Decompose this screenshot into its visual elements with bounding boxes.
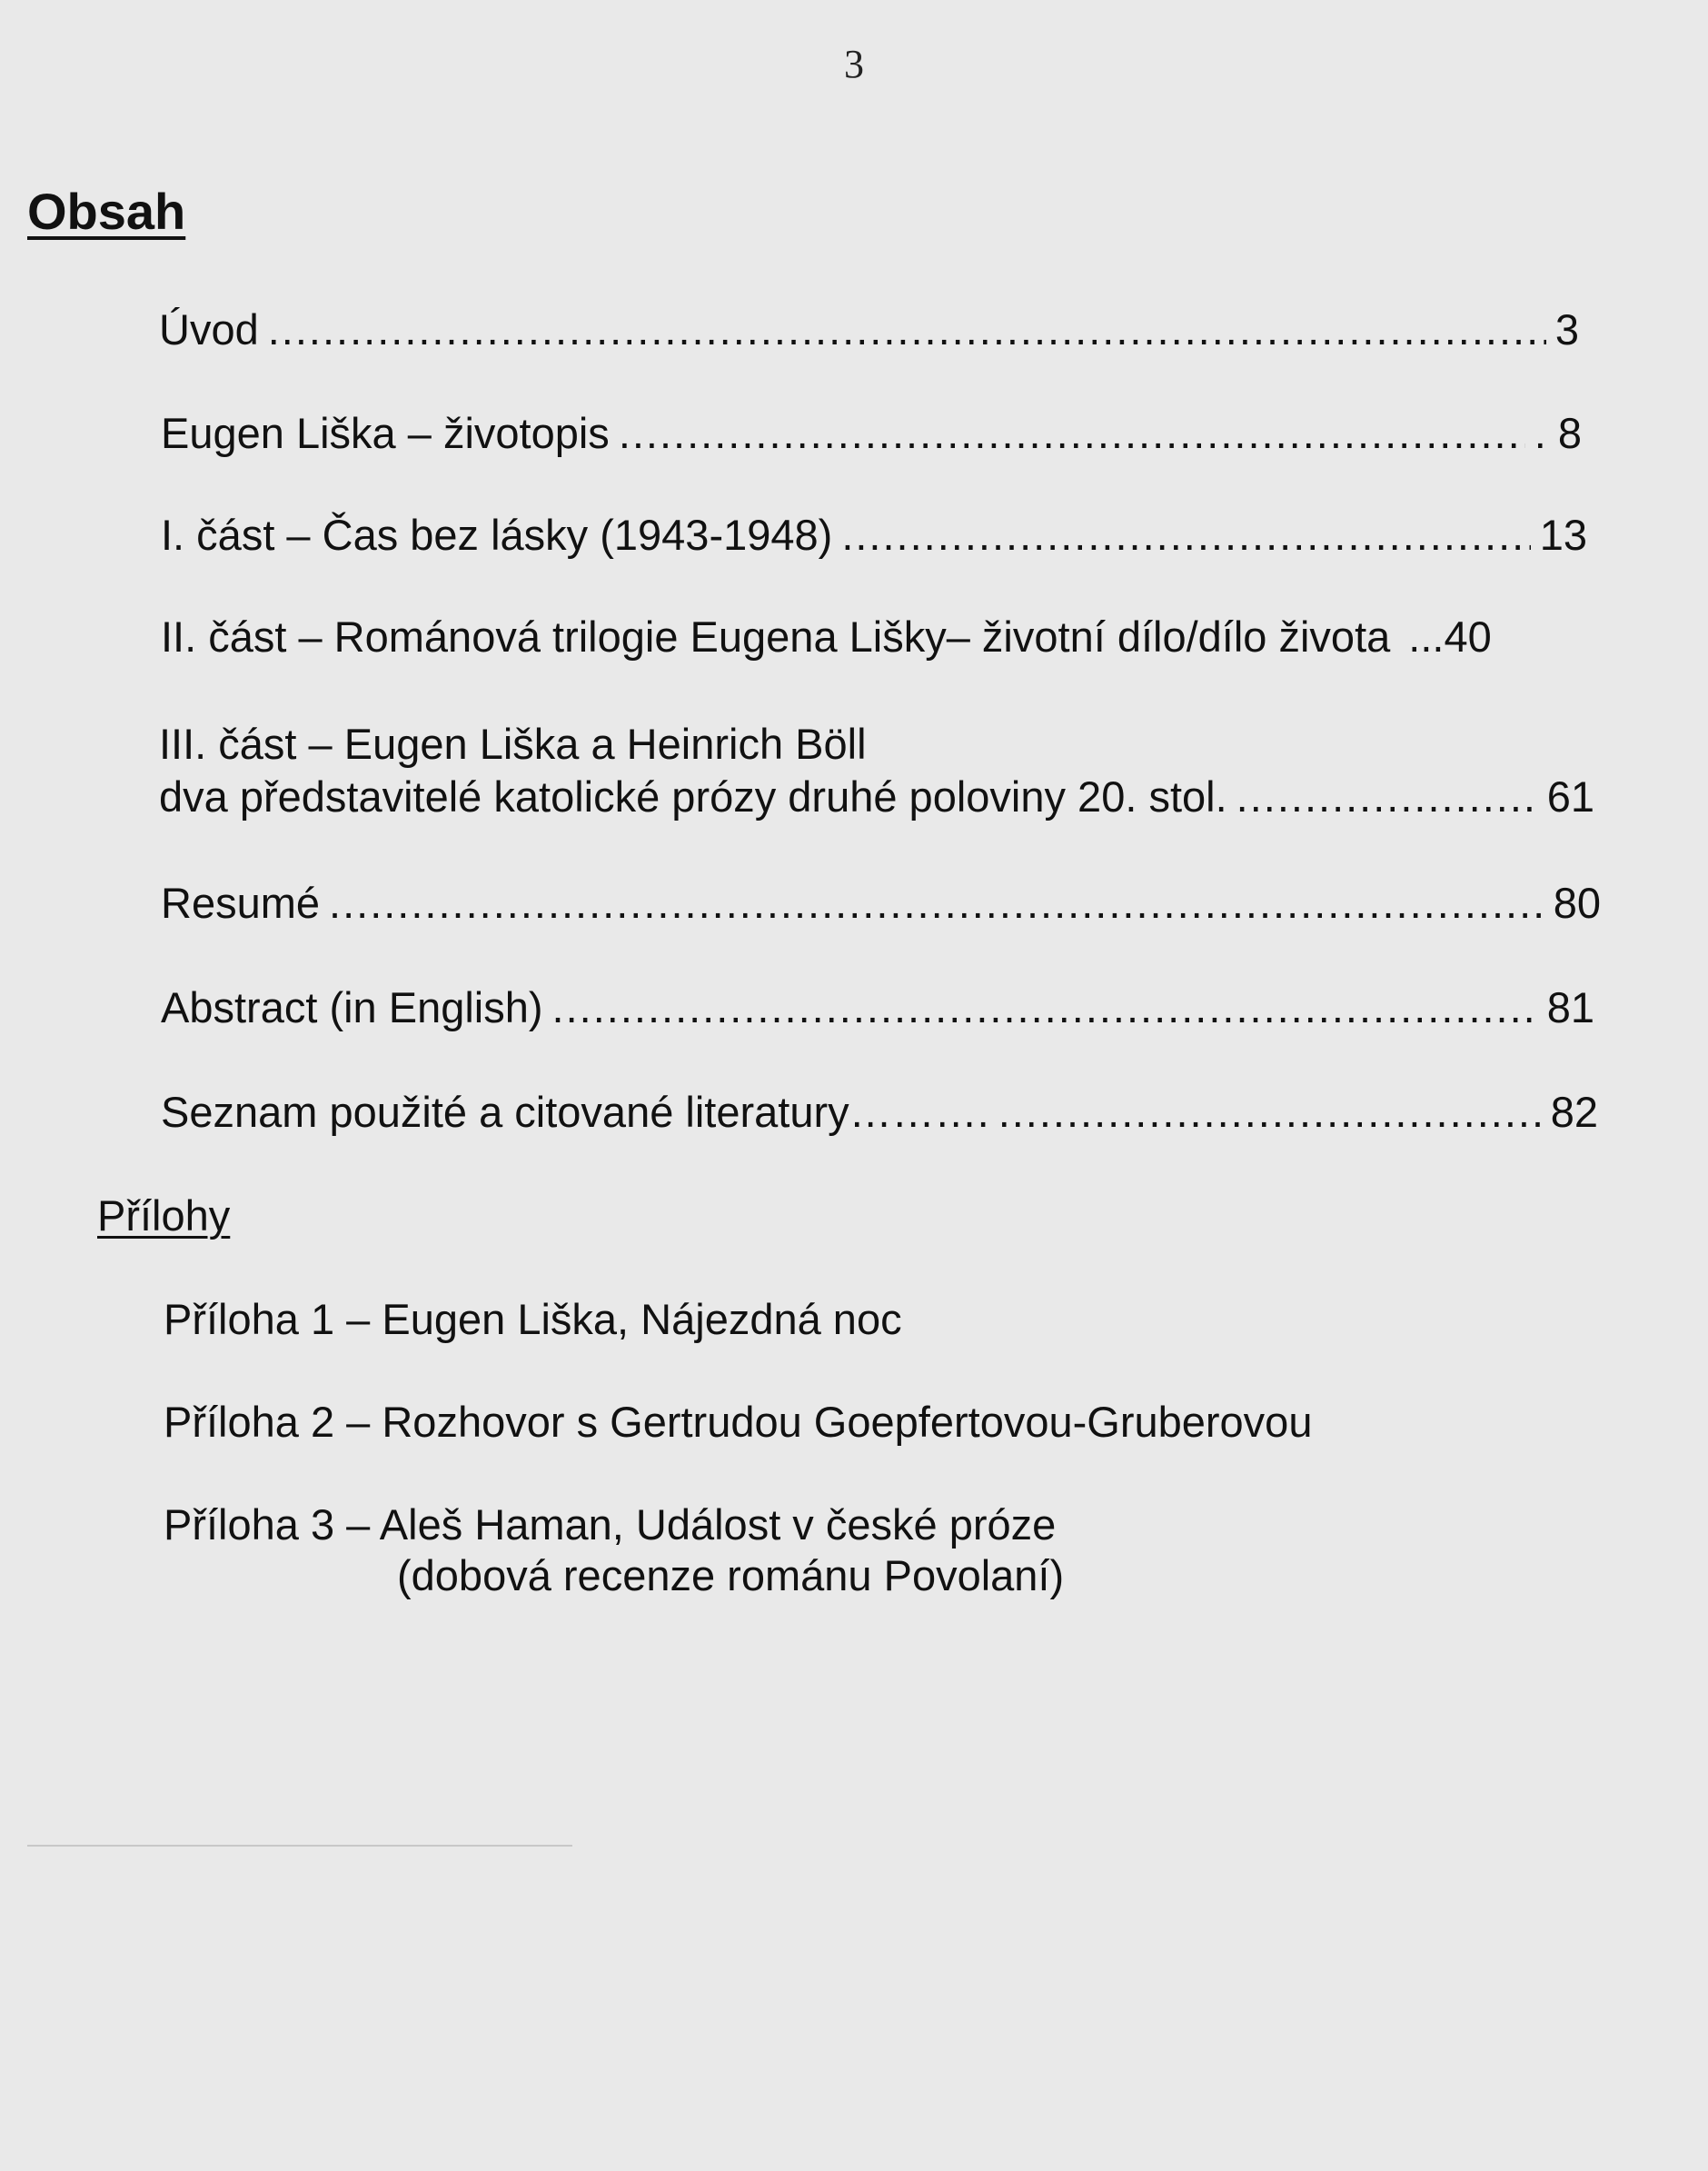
toc-entry-page: . 8 — [1534, 409, 1582, 457]
toc-entry-page: 80 — [1553, 879, 1601, 927]
toc-entry-resume — [161, 877, 1601, 930]
appendix-item-3 — [164, 1499, 1064, 1601]
toc-entry-title: I. část – Čas bez lásky (1943-1948) — [161, 511, 833, 559]
toc-entry-page: ...40 — [1408, 612, 1492, 661]
toc-leader-dots — [268, 304, 1546, 356]
toc-entry-title: Úvod — [159, 305, 259, 354]
toc-leader-dots — [1236, 771, 1538, 823]
toc-entry-page: 13 — [1539, 511, 1587, 559]
appendix-label: Příloha 1 – Eugen Liška, Nájezdná noc — [164, 1295, 902, 1343]
toc-entry-part-2 — [161, 611, 1592, 663]
toc-entry-uvod — [159, 304, 1579, 356]
toc-entry-title: Eugen Liška – životopis — [161, 409, 610, 457]
appendix-label: Příloha 2 – Rozhovor s Gertrudou Goepfertovou-Gruberovou — [164, 1398, 1313, 1446]
toc-entry-title: Resumé — [161, 879, 321, 927]
toc-entry-title: Seznam použité a citované literatury………. — [161, 1088, 989, 1136]
toc-leader-dots — [552, 981, 1538, 1034]
toc-entry-title: Abstract (in English) — [161, 983, 543, 1031]
toc-leader-dots — [619, 407, 1525, 460]
appendix-item-2 — [164, 1397, 1312, 1448]
toc-entry-part-3 — [159, 718, 1594, 823]
toc-entry-title-line2: dva představitelé katolické prózy druhé poloviny 20. stol. — [159, 772, 1227, 821]
appendix-heading: Přílohy — [97, 1191, 231, 1240]
appendix-label-line2: (dobová recenze románu Povolaní) — [397, 1551, 1065, 1599]
footnote-divider — [27, 1845, 572, 1847]
toc-entry-page: 82 — [1550, 1088, 1598, 1136]
toc-entry-part-1 — [161, 509, 1587, 562]
toc-entry-literature — [161, 1086, 1598, 1139]
toc-entry-title-line1: III. část – Eugen Liška a Heinrich Böll — [159, 720, 867, 768]
toc-leader-dots — [329, 877, 1544, 930]
appendix-item-1 — [164, 1294, 902, 1345]
toc-leader-dots — [841, 509, 1530, 562]
toc-entry-page: 61 — [1546, 772, 1594, 821]
page-number: 3 — [844, 42, 864, 86]
toc-entry-title: II. část – Románová trilogie Eugena Lišky– životní dílo/dílo života — [161, 612, 1391, 661]
toc-entry-page: 3 — [1554, 305, 1579, 354]
toc-entry-zivotopis — [161, 407, 1582, 460]
page-title: Obsah — [27, 183, 186, 240]
appendix-label-line1: Příloha 3 – Aleš Haman, Událost v české próze — [164, 1500, 1057, 1549]
toc-leader-dots — [998, 1086, 1542, 1139]
toc-entry-page: 81 — [1546, 983, 1594, 1031]
toc-entry-abstract — [161, 981, 1594, 1034]
